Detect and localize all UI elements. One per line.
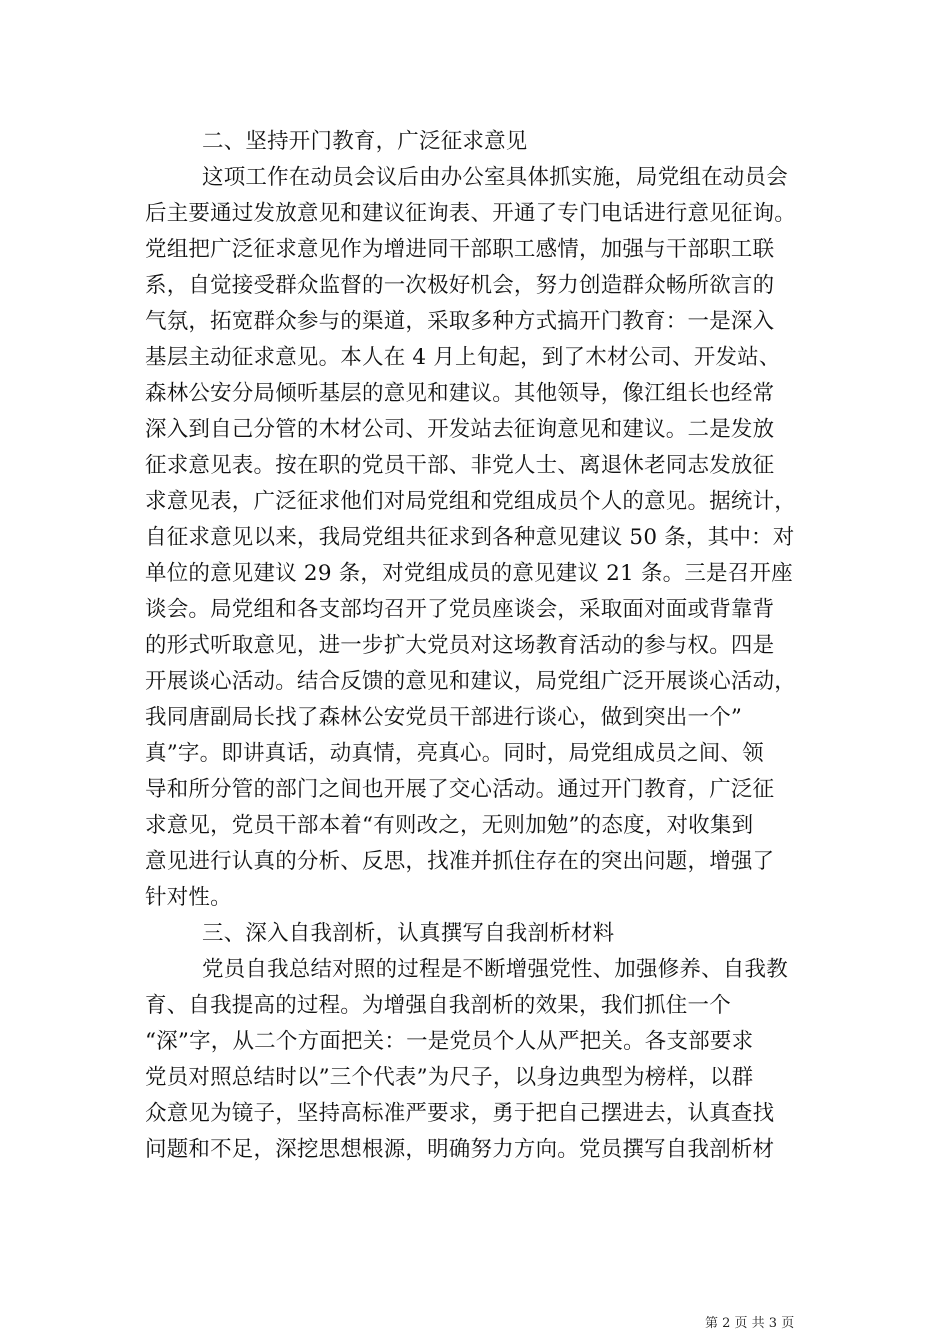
paragraph-line: 众意见为镜子，坚持高标准严要求，勇于把自己摆进去，认真查找 [145,1101,775,1126]
paragraph-line: 后主要通过发放意见和建议征询表、开通了专门电话进行意见征询。 [145,201,797,226]
paragraph-line: “深”字，从二个方面把关：一是党员个人从严把关。各支部要求 [145,1029,754,1054]
paragraph-line: 系，自觉接受群众监督的一次极好机会，努力创造群众畅所欲言的 [145,273,775,298]
paragraph-line: 针对性。 [145,885,232,910]
paragraph-line: 深入到自己分管的木材公司、开发站去征询意见和建议。二是发放 [145,417,775,442]
paragraph-line: 的形式听取意见，进一步扩大党员对这场教育活动的参与权。四是 [145,633,775,658]
paragraph-line: 气氛，拓宽群众参与的渠道，采取多种方式搞开门教育：一是深入 [145,309,775,334]
paragraph-line: 真”字。即讲真话，动真情，亮真心。同时，局党组成员之间、领 [145,741,764,766]
section-heading-3: 三、深入自我剖析，认真撰写自我剖析材料 [202,921,615,946]
paragraph-line: 党组把广泛征求意见作为增进同干部职工感情，加强与干部职工联 [145,237,775,262]
paragraph-line: 求意见表，广泛征求他们对局党组和党组成员个人的意见。据统计， [145,489,797,514]
paragraph-line: 征求意见表。按在职的党员干部、非党人士、离退休老同志发放征 [145,453,775,478]
paragraph-line: 这项工作在动员会议后由办公室具体抓实施，局党组在动员会 [202,165,788,190]
paragraph-line: 开展谈心活动。结合反馈的意见和建议，局党组广泛开展谈心活动， [145,669,797,694]
paragraph-line: 森林公安分局倾听基层的意见和建议。其他领导，像江组长也经常 [145,381,775,406]
paragraph-line: 单位的意见建议 29 条，对党组成员的意见建议 21 条。三是召开座 [145,561,793,586]
paragraph-line: 问题和不足，深挖思想根源，明确努力方向。党员撰写自我剖析材 [145,1137,775,1162]
paragraph-line: 自征求意见以来，我局党组共征求到各种意见建议 50 条，其中：对 [145,525,795,550]
page-number: 第 2 页 共 3 页 [705,1316,795,1331]
paragraph-line: 意见进行认真的分析、反思，找准并抓住存在的突出问题，增强了 [145,849,775,874]
section-heading-2: 二、坚持开门教育，广泛征求意见 [202,129,528,154]
paragraph-line: 求意见，党员干部本着“有则改之，无则加勉”的态度，对收集到 [145,813,754,838]
paragraph-line: 导和所分管的部门之间也开展了交心活动。通过开门教育，广泛征 [145,777,775,802]
paragraph-line: 党员对照总结时以”三个代表”为尺子，以身边典型为榜样，以群 [145,1065,754,1090]
paragraph-line: 党员自我总结对照的过程是不断增强党性、加强修养、自我教 [202,957,788,982]
paragraph-line: 我同唐副局长找了森林公安党员干部进行谈心，做到突出一个” [145,705,743,730]
paragraph-line: 基层主动征求意见。本人在 4 月上旬起，到了木材公司、开发站、 [145,345,781,370]
paragraph-line: 育、自我提高的过程。为增强自我剖析的效果，我们抓住一个 [145,993,731,1018]
paragraph-line: 谈会。局党组和各支部均召开了党员座谈会，采取面对面或背靠背 [145,597,775,622]
